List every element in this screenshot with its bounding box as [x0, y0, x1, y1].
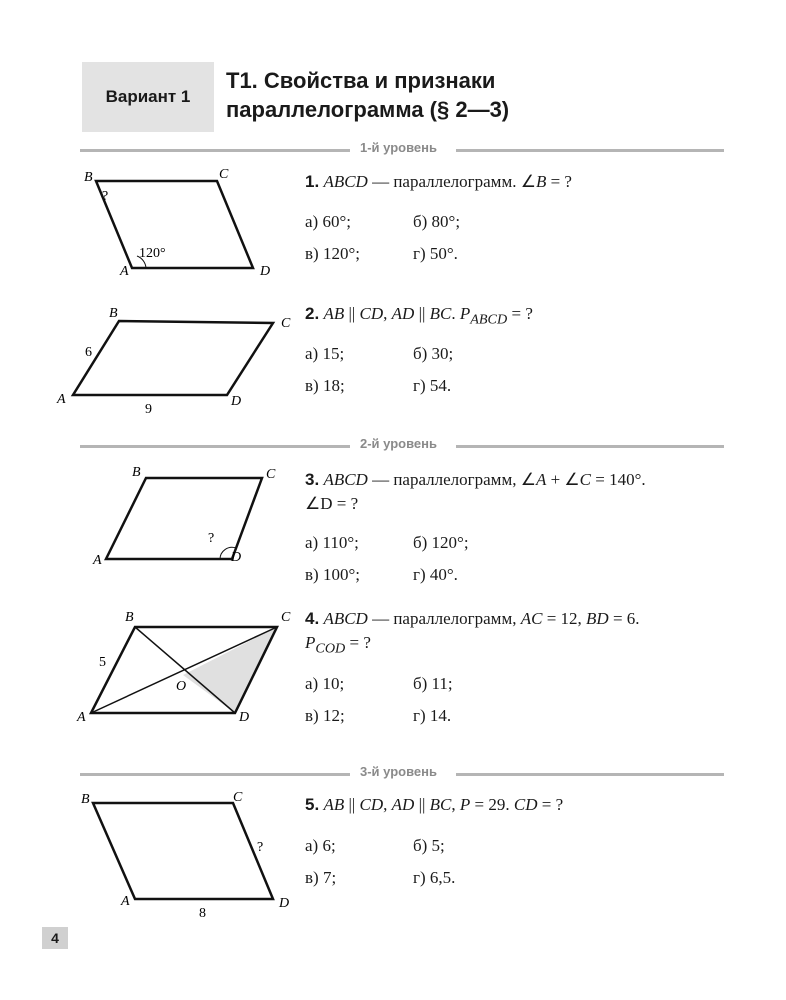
fig2-label-c: C — [281, 316, 291, 331]
figure-5 — [75, 785, 300, 925]
answer-4b: б) 11; — [413, 674, 453, 693]
figure-2 — [55, 305, 295, 420]
answer-2c: в) 18; — [305, 376, 345, 395]
title-line-1: Т1. Свойства и признаки — [226, 68, 496, 93]
answer-1b: б) 80°; — [413, 212, 461, 231]
title-line-2: параллелограмма (§ 2—3) — [226, 97, 510, 122]
problem-1-answers — [305, 206, 460, 270]
answer-4d: г) 14. — [413, 706, 452, 725]
answer-1c: в) 120°; — [305, 244, 360, 263]
figure-3 — [90, 462, 290, 577]
fig5-label-d: D — [279, 896, 290, 911]
problem-1-text: 1. ABCD — параллелограмм. ∠B = ? — [305, 172, 572, 191]
answer-5b: б) 5; — [413, 836, 445, 855]
level-label-1: 1-й уровень — [360, 140, 437, 155]
level-divider-1 — [80, 140, 724, 160]
answer-3a: а) 110°; — [305, 533, 359, 552]
variant-box — [82, 62, 214, 132]
fig2-side-ad: 9 — [145, 402, 152, 417]
fig1-label-b: B — [84, 170, 93, 185]
fig1-label-c: C — [219, 167, 229, 182]
answer-1d: г) 50°. — [413, 244, 458, 263]
fig5-label-b: B — [81, 792, 90, 807]
figure-4 — [75, 605, 300, 730]
fig1-label-d: D — [260, 264, 271, 279]
fig5-question: ? — [257, 840, 264, 855]
fig4-label-c: C — [281, 610, 291, 625]
problem-5-answers — [305, 830, 455, 894]
answer-4a: а) 10; — [305, 674, 345, 693]
fig3-label-b: B — [132, 465, 141, 480]
level-label-3: 3-й уровень — [360, 764, 437, 779]
fig3-label-a: A — [93, 553, 102, 568]
answer-1a: а) 60°; — [305, 212, 351, 231]
problem-2-answers — [305, 338, 453, 402]
problem-4-text: 4. ABCD — параллелограмм, AC = 12, BD = 6. $P_{COD}$ = ? — [305, 609, 640, 657]
answer-4c: в) 12; — [305, 706, 345, 725]
fig3-label-c: C — [266, 467, 276, 482]
level-divider-3 — [80, 764, 724, 784]
fig5-side-ad: 8 — [199, 906, 206, 921]
fig4-label-d: D — [239, 710, 250, 725]
fig2-label-a: A — [57, 392, 66, 407]
answer-5a: а) 6; — [305, 836, 336, 855]
fig5-label-c: C — [233, 790, 243, 805]
variant-label: Вариант 1 — [105, 87, 191, 106]
level-label-2: 2-й уровень — [360, 436, 437, 451]
answer-3c: в) 100°; — [305, 565, 360, 584]
problem-3-text: 3. ABCD — параллелограмм, ∠A + ∠C = 140°. ∠D = ? — [305, 470, 646, 513]
fig2-side-ab: 6 — [85, 345, 92, 360]
problem-5-text: 5. AB || CD, AD || BC, P = 29. CD = ? — [305, 795, 564, 814]
page-number: 4 — [42, 927, 68, 949]
answer-2d: г) 54. — [413, 376, 452, 395]
problem-3-answers — [305, 527, 469, 591]
answer-3d: г) 40°. — [413, 565, 458, 584]
fig3-label-d: D — [231, 550, 242, 565]
fig4-side-ab: 5 — [99, 655, 106, 670]
fig1-angle: 120° — [139, 246, 166, 261]
figure-1 — [80, 165, 280, 285]
page-title — [226, 66, 726, 124]
answer-5d: г) 6,5. — [413, 868, 456, 887]
answer-5c: в) 7; — [305, 868, 337, 887]
fig3-question: ? — [208, 531, 215, 546]
problem-2-text: 2. AB || CD, AD || BC. $P_{ABCD}$ = ? — [305, 304, 533, 328]
fig5-label-a: A — [121, 894, 130, 909]
answer-2b: б) 30; — [413, 344, 454, 363]
answer-2a: а) 15; — [305, 344, 345, 363]
fig1-question: ? — [102, 189, 109, 204]
fig4-label-b: B — [125, 610, 134, 625]
fig4-label-o: O — [176, 679, 187, 694]
fig2-label-d: D — [231, 394, 242, 409]
fig1-label-a: A — [120, 264, 129, 279]
problem-4-answers — [305, 668, 453, 732]
fig2-label-b: B — [109, 306, 118, 321]
answer-3b: б) 120°; — [413, 533, 469, 552]
level-divider-2 — [80, 436, 724, 456]
fig4-label-a: A — [77, 710, 86, 725]
